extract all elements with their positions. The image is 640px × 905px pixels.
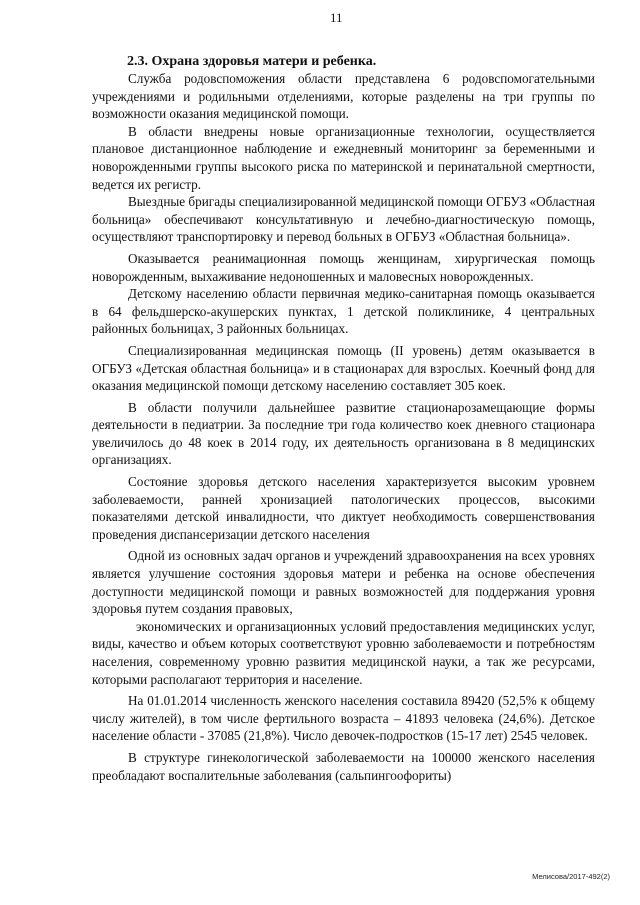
section-title: 2.3. Охрана здоровья матери и ребенка. (127, 54, 377, 69)
paragraph: В области получили дальнейшее развитие стационарозамещающие формы деятельности в педиатрии. За последние три года количество коек дневного стационара увеличилось до 48 коек в 2014 году, их деятельность организована в 8 медицинских организациях. (92, 399, 595, 468)
paragraph: экономических и организационных условий предоставления медицинских услуг, виды, качество и объем которых соответствуют уровню заболеваемости и потребностям населения, современному уровню развития медицинской науки, а так же ресурсами, которыми располагают территория и население. (92, 618, 595, 687)
paragraph: Выездные бригады специализированной медицинской помощи ОГБУЗ «Областная больница» обеспечивают консультативную и лечебно-диагностическую помощь, осуществляют транспортировку и перевод больных в ОГБУЗ «Областная больница». (92, 194, 596, 245)
paragraph: Оказывается реанимационная помощь женщинам, хирургическая помощь новорожденным, выхаживание недоношенных и маловесных новорожденных. (92, 250, 595, 284)
paragraph: На 01.01.2014 численность женского населения составила 89420 (52,5% к общему числу жителей), в том числе фертильного возраста – 41893 человека (24,6%). Детское население области - 37085 (21,8%). Число девочек-подростков (15-17 лет) 2545 человек. (92, 693, 595, 744)
paragraph: Одной из основных задач органов и учреждений здравоохранения на всех уровнях является улучшение состояния здоровья матери и ребенка на основе обеспечения доступности медицинской помощи и равных возможностей для поддержания уровня здоровья путем создания правовых, (92, 548, 595, 617)
footer-reference: Мелисова/2017-492(2) (532, 872, 610, 881)
document-body (92, 70, 595, 784)
paragraph: Служба родовспоможения области представлена 6 родовспомогательными учреждениями и родильными отделениями, которые разделены на три группы по возможности оказания медицинской помощи. (92, 71, 595, 122)
paragraph: Специализированная медицинская помощь (II уровень) детям оказывается в ОГБУЗ «Детская областная больница» и в стационарах для взрослых. Коечный фонд для оказания медицинской помощи детскому населению составляет 305 коек. (92, 342, 595, 394)
paragraph: Состояние здоровья детского населения характеризуется высоким уровнем заболеваемости, ранней хронизацией патологических процессов, высокими показателями детской инвалидности, что диктует необходимость совершенствования проведения диспансеризации детского населения (92, 474, 595, 542)
paragraph: В области внедрены новые организационные технологии, осуществляется плановое дистанционное наблюдение и ежедневный мониторинг за беременными и новорожденными группы высокого риска по материнской и перинатальной смертности, ведется их регистр. (92, 123, 595, 192)
paragraph: В структуре гинекологической заболеваемости на 100000 женского населения преобладают воспалительные заболевания (сальпингоофориты) (92, 749, 595, 783)
page-number: 11 (330, 10, 343, 25)
paragraph: Детскому населению области первичная медико-санитарная помощь оказывается в 64 фельдшерско-акушерских пунктах, 1 детской поликлинике, 4 центральных районных больницах, 3 районных больницах. (92, 286, 595, 337)
